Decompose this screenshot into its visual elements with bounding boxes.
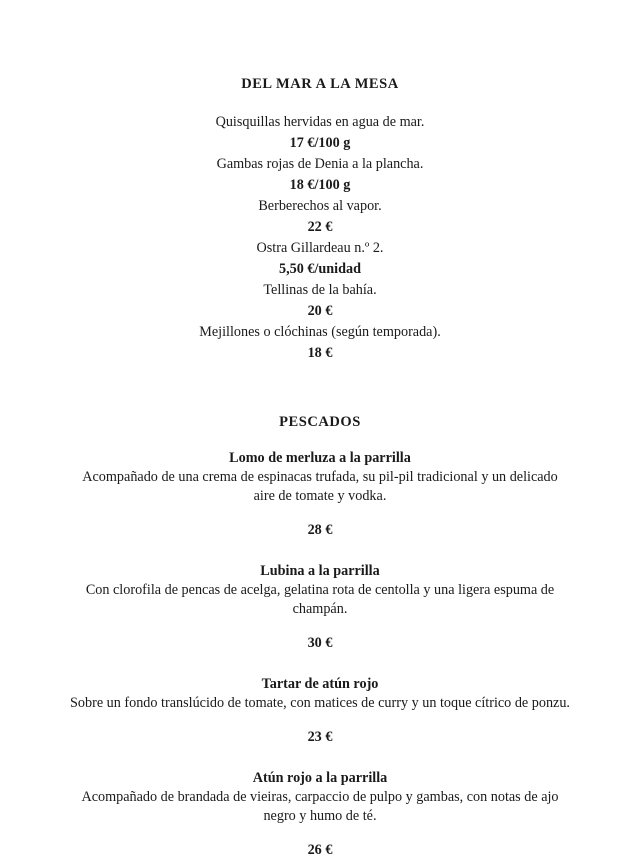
item-price: 18 € <box>307 345 333 361</box>
list-item <box>70 562 570 653</box>
dish-description: Acompañado de brandada de vieiras, carpaccio de pulpo y gambas, con notas de ajo negro y humo de té. <box>81 789 559 824</box>
dish-item-list <box>70 449 570 860</box>
item-description: Quisquillas hervidas en agua de mar. <box>215 114 425 130</box>
list-item <box>70 322 570 364</box>
dish-name: Lomo de merluza a la parrilla <box>229 450 411 466</box>
list-item <box>70 449 570 540</box>
dish-price: 30 € <box>307 635 333 651</box>
dish-description: Acompañado de una crema de espinacas trufada, su pil-pil tradicional y un delicado aire de tomate y vodka. <box>82 469 558 504</box>
list-item <box>70 280 570 322</box>
list-item <box>70 769 570 860</box>
dish-name: Tartar de atún rojo <box>261 676 379 692</box>
compact-item-list <box>70 112 570 364</box>
list-item <box>70 675 570 747</box>
list-item <box>70 154 570 196</box>
section-del-mar-a-la-mesa <box>70 0 570 364</box>
item-description: Gambas rojas de Denia a la plancha. <box>216 156 424 172</box>
dish-price: 28 € <box>307 522 333 538</box>
dish-name: Atún rojo a la parrilla <box>252 770 388 786</box>
item-price: 22 € <box>307 219 333 235</box>
item-price: 18 €/100 g <box>289 177 351 193</box>
item-price: 17 €/100 g <box>289 135 351 151</box>
list-item <box>70 238 570 280</box>
dish-description: Con clorofila de pencas de acelga, gelatina rota de centolla y una ligera espuma de champán. <box>85 582 555 617</box>
item-price: 20 € <box>307 303 333 319</box>
dish-name: Lubina a la parrilla <box>260 563 380 579</box>
item-description: Mejillones o clóchinas (según temporada). <box>199 324 441 340</box>
item-price: 5,50 €/unidad <box>278 261 361 277</box>
item-description: Berberechos al vapor. <box>258 198 382 214</box>
list-item <box>70 112 570 154</box>
item-description: Tellinas de la bahía. <box>263 282 377 298</box>
list-item <box>70 196 570 238</box>
dish-price: 26 € <box>307 842 333 858</box>
dish-description: Sobre un fondo translúcido de tomate, con matices de curry y un toque cítrico de ponzu. <box>70 695 570 711</box>
section-title-pescados: PESCADOS <box>279 414 361 430</box>
section-pescados <box>70 412 570 860</box>
dish-price: 23 € <box>307 729 333 745</box>
section-title-del-mar-a-la-mesa: DEL MAR A LA MESA <box>241 76 399 92</box>
item-description: Ostra Gillardeau n.º 2. <box>256 240 384 256</box>
